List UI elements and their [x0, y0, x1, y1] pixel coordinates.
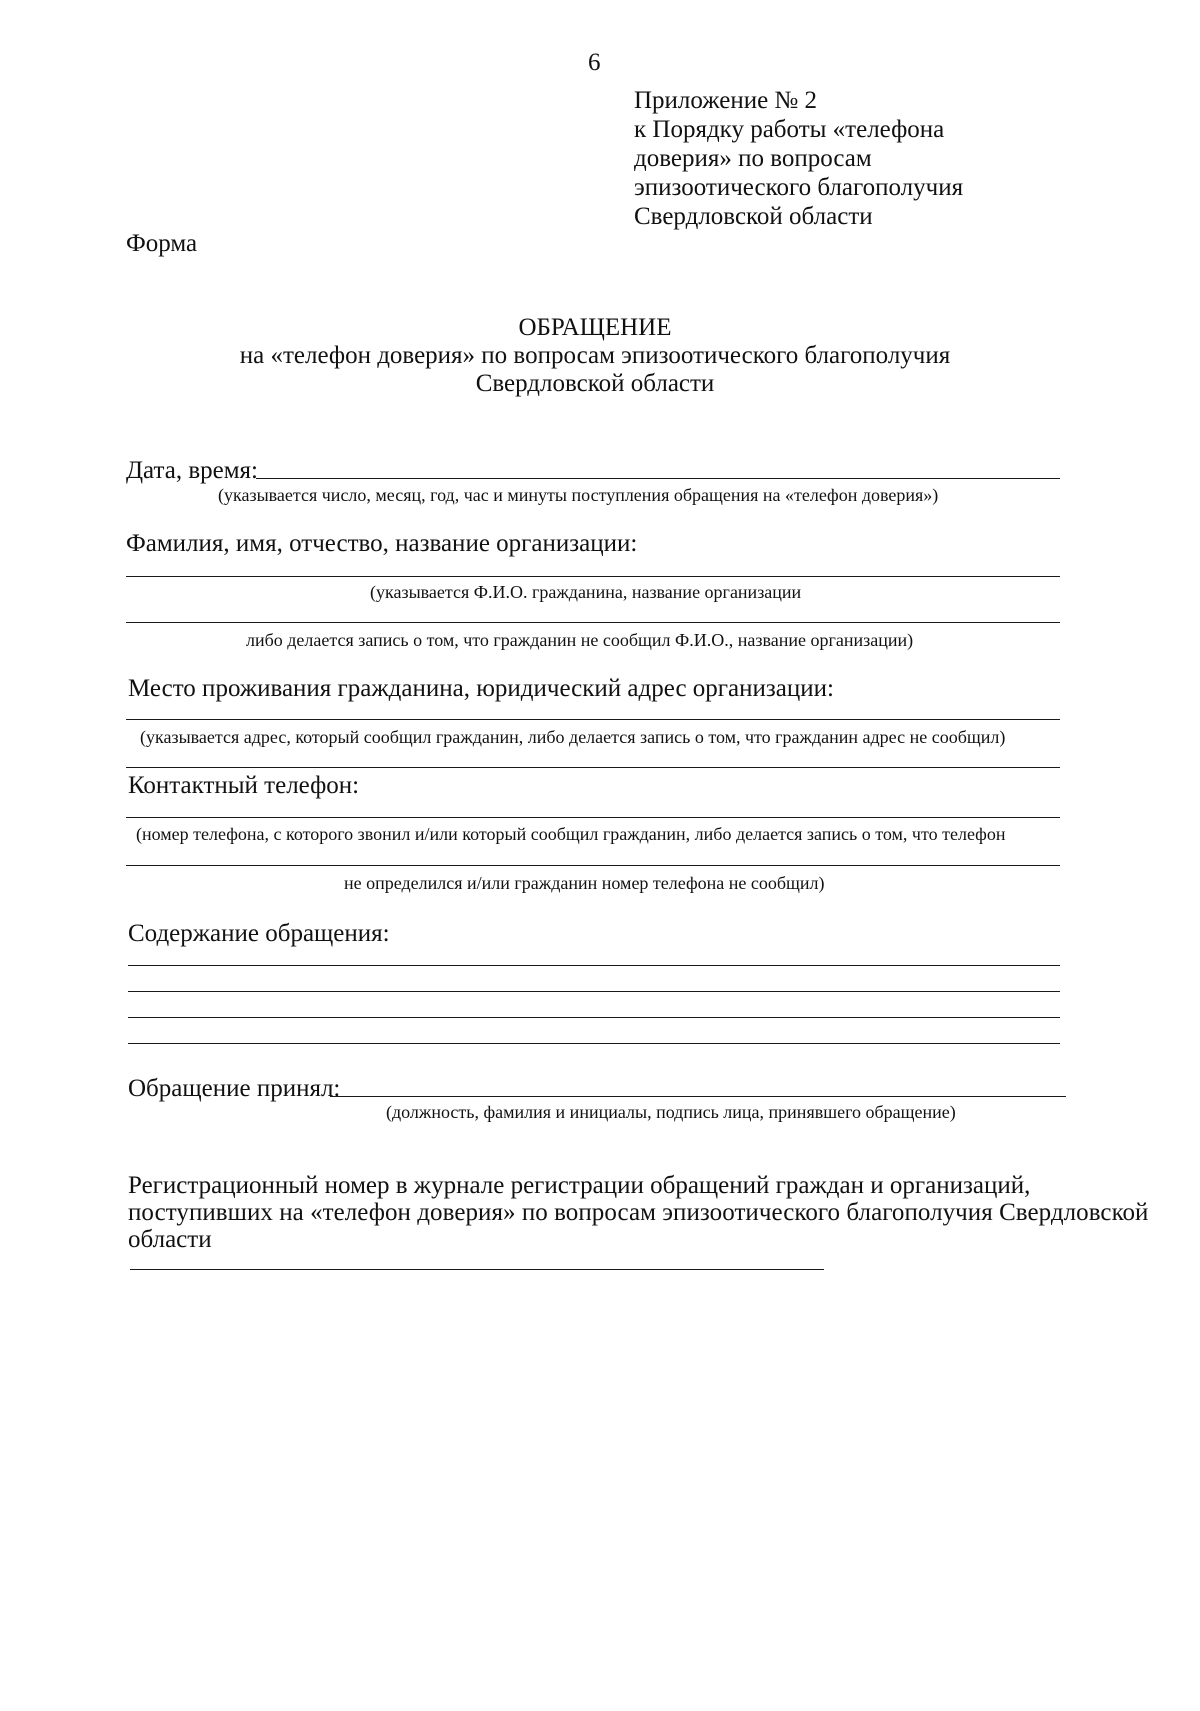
address-line-2[interactable]	[126, 767, 1060, 768]
registration-line: Регистрационный номер в журнале регистрации обращений граждан и организаций,	[128, 1172, 1031, 1199]
datetime-hint: (указывается число, месяц, год, час и минуты поступления обращения на «телефон доверия»)	[218, 485, 939, 505]
appendix-line: к Порядку работы «телефона	[634, 116, 945, 143]
name-label: Фамилия, имя, отчество, название организации:	[126, 530, 638, 557]
phone-label: Контактный телефон:	[128, 772, 360, 799]
accepted-hint: (должность, фамилия и инициалы, подпись лица, принявшего обращение)	[386, 1102, 956, 1122]
content-line-4[interactable]	[128, 1043, 1060, 1044]
content-line-2[interactable]	[128, 991, 1060, 992]
registration-line: области	[128, 1226, 212, 1253]
appendix-line: Свердловской области	[634, 203, 873, 230]
content-label: Содержание обращения:	[128, 920, 390, 947]
datetime-line[interactable]	[256, 478, 1060, 479]
form-label: Форма	[126, 230, 198, 257]
name-hint-2: либо делается запись о том, что гражданин не сообщил Ф.И.О., название организации)	[246, 630, 914, 650]
name-hint-1: (указывается Ф.И.О. гражданина, название организации	[370, 582, 802, 602]
page-number: 6	[588, 49, 601, 76]
accepted-line[interactable]	[330, 1096, 1066, 1097]
name-line-1[interactable]	[126, 576, 1060, 577]
appendix-line: Приложение № 2	[634, 87, 818, 114]
title-line: на «телефон доверия» по вопросам эпизоотического благополучия	[239, 342, 951, 369]
phone-hint-1: (номер телефона, с которого звонил и/или который сообщил гражданин, либо делается запись о том, что телефон	[136, 824, 1006, 844]
datetime-label: Дата, время:	[126, 457, 258, 484]
address-line-1[interactable]	[126, 719, 1060, 720]
registration-number-line[interactable]	[130, 1269, 824, 1270]
appendix-line: эпизоотического благополучия	[634, 174, 964, 201]
accepted-label: Обращение принял:	[128, 1075, 341, 1102]
phone-hint-2: не определился и/или гражданин номер телефона не сообщил)	[344, 873, 825, 893]
content-line-1[interactable]	[128, 965, 1060, 966]
document-title	[120, 314, 1070, 398]
appendix-line: доверия» по вопросам	[634, 145, 872, 172]
registration-block	[128, 1172, 1149, 1253]
address-hint: (указывается адрес, который сообщил гражданин, либо делается запись о том, что гражданин адрес не сообщил)	[140, 727, 1006, 747]
registration-line: поступивших на «телефон доверия» по вопросам эпизоотического благополучия Свердловской	[128, 1199, 1149, 1226]
title-line: Свердловской области	[475, 370, 715, 397]
phone-line-2[interactable]	[126, 865, 1060, 866]
phone-line-1[interactable]	[126, 817, 1060, 818]
appendix-block	[634, 86, 963, 231]
address-label: Место проживания гражданина, юридический адрес организации:	[128, 675, 834, 702]
name-line-2[interactable]	[126, 622, 1060, 623]
content-line-3[interactable]	[128, 1017, 1060, 1018]
title-heading: ОБРАЩЕНИЕ	[518, 314, 672, 341]
